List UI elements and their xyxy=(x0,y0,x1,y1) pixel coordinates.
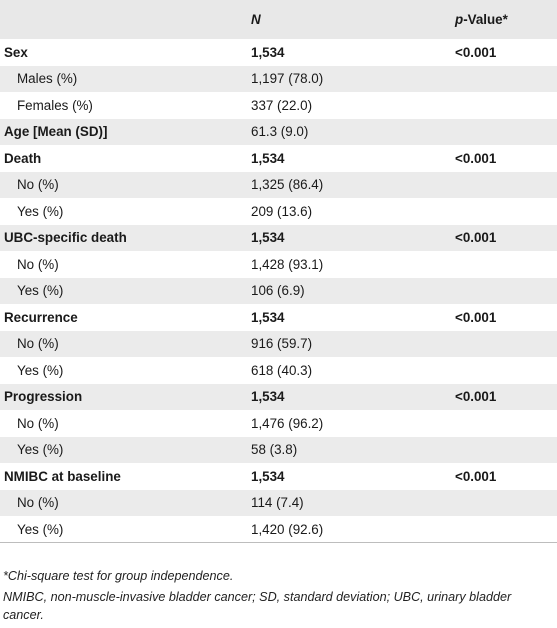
row-p-value: <0.001 xyxy=(455,468,497,484)
row-label: NMIBC at baseline xyxy=(4,468,121,484)
row-p-value xyxy=(451,66,557,93)
row-n-value: 1,534 xyxy=(251,389,285,405)
row-n-value: 1,428 (93.1) xyxy=(251,256,324,272)
row-n-value: 1,197 (78.0) xyxy=(251,71,324,87)
row-p-value: <0.001 xyxy=(455,389,497,405)
row-label: No (%) xyxy=(17,495,59,511)
table-row xyxy=(0,516,557,543)
table-row xyxy=(0,225,557,252)
header-row xyxy=(0,0,557,39)
table-row xyxy=(0,384,557,411)
row-label: Males (%) xyxy=(17,71,78,87)
row-n-value: 1,534 xyxy=(251,150,285,166)
row-n-value: 106 (6.9) xyxy=(251,283,305,299)
row-label: No (%) xyxy=(17,415,59,431)
row-n-value: 1,534 xyxy=(251,44,285,60)
header-p-italic: p xyxy=(455,12,464,27)
row-label: Yes (%) xyxy=(0,516,245,543)
row-n-value: 916 (59.7) xyxy=(251,336,313,352)
row-label: Age [Mean (SD)] xyxy=(4,124,108,140)
row-label: Progression xyxy=(4,389,83,405)
row-n-value: 58 (3.8) xyxy=(251,442,298,458)
row-p-value xyxy=(451,357,557,384)
header-p-value xyxy=(451,0,557,39)
table-row xyxy=(0,463,557,490)
table-row xyxy=(0,278,557,305)
row-label: Sex xyxy=(4,44,28,60)
row-n-value: 114 (7.4) xyxy=(251,495,304,511)
table-row xyxy=(0,357,557,384)
row-p-value xyxy=(451,331,557,358)
row-p-value: <0.001 xyxy=(455,230,497,246)
table-row xyxy=(0,437,557,464)
table-footnotes xyxy=(3,567,553,625)
row-n-value: 209 (13.6) xyxy=(251,203,313,219)
row-label: Death xyxy=(4,150,42,166)
table-row xyxy=(0,39,557,66)
row-p-value xyxy=(451,410,557,437)
row-label: No (%) xyxy=(17,256,59,272)
table-row xyxy=(0,331,557,358)
header-n: N xyxy=(245,0,451,39)
row-n-value: 618 (40.3) xyxy=(251,362,313,378)
row-label: Yes (%) xyxy=(17,442,64,458)
table-row xyxy=(0,119,557,146)
row-p-value xyxy=(451,198,557,225)
table-row xyxy=(0,172,557,199)
row-n-value: 1,534 xyxy=(251,309,285,325)
row-p-value xyxy=(451,251,557,278)
row-p-value: <0.001 xyxy=(455,150,497,166)
row-label: Females (%) xyxy=(17,97,93,113)
row-label: UBC-specific death xyxy=(4,230,127,246)
row-n-value: 1,534 xyxy=(251,230,285,246)
row-p-value xyxy=(451,119,557,146)
row-p-value xyxy=(451,437,557,464)
table-row xyxy=(0,251,557,278)
row-n-value: 1,420 (92.6) xyxy=(245,516,451,543)
row-p-value xyxy=(451,490,557,517)
row-n-value: 1,325 (86.4) xyxy=(251,177,324,193)
header-empty-cell xyxy=(0,0,245,39)
table-row xyxy=(0,145,557,172)
footnote-abbreviations: NMIBC, non-muscle-invasive bladder cancer; SD, standard deviation; UBC, urinary bladder cancer. xyxy=(3,589,512,622)
table-row xyxy=(0,410,557,437)
row-label: Yes (%) xyxy=(17,203,64,219)
row-p-value xyxy=(451,172,557,199)
table-row xyxy=(0,304,557,331)
row-n-value: 61.3 (9.0) xyxy=(251,124,309,140)
row-label: Recurrence xyxy=(4,309,78,325)
row-p-value xyxy=(451,92,557,119)
row-p-value: <0.001 xyxy=(455,44,497,60)
footnote-chi-square: *Chi-square test for group independence. xyxy=(3,569,234,583)
row-p-value xyxy=(451,516,557,543)
table-row xyxy=(0,92,557,119)
table-body xyxy=(0,39,557,543)
row-label: No (%) xyxy=(17,336,59,352)
table-row xyxy=(0,66,557,93)
table-row xyxy=(0,490,557,517)
row-n-value: 1,476 (96.2) xyxy=(251,415,324,431)
row-label: Yes (%) xyxy=(17,283,64,299)
row-label: Yes (%) xyxy=(17,362,64,378)
table-row xyxy=(0,198,557,225)
row-p-value: <0.001 xyxy=(455,309,497,325)
row-n-value: 1,534 xyxy=(251,468,285,484)
row-n-value: 337 (22.0) xyxy=(251,97,313,113)
header-p-rest: -Value* xyxy=(463,12,508,27)
row-p-value xyxy=(451,278,557,305)
row-label: No (%) xyxy=(17,177,59,193)
